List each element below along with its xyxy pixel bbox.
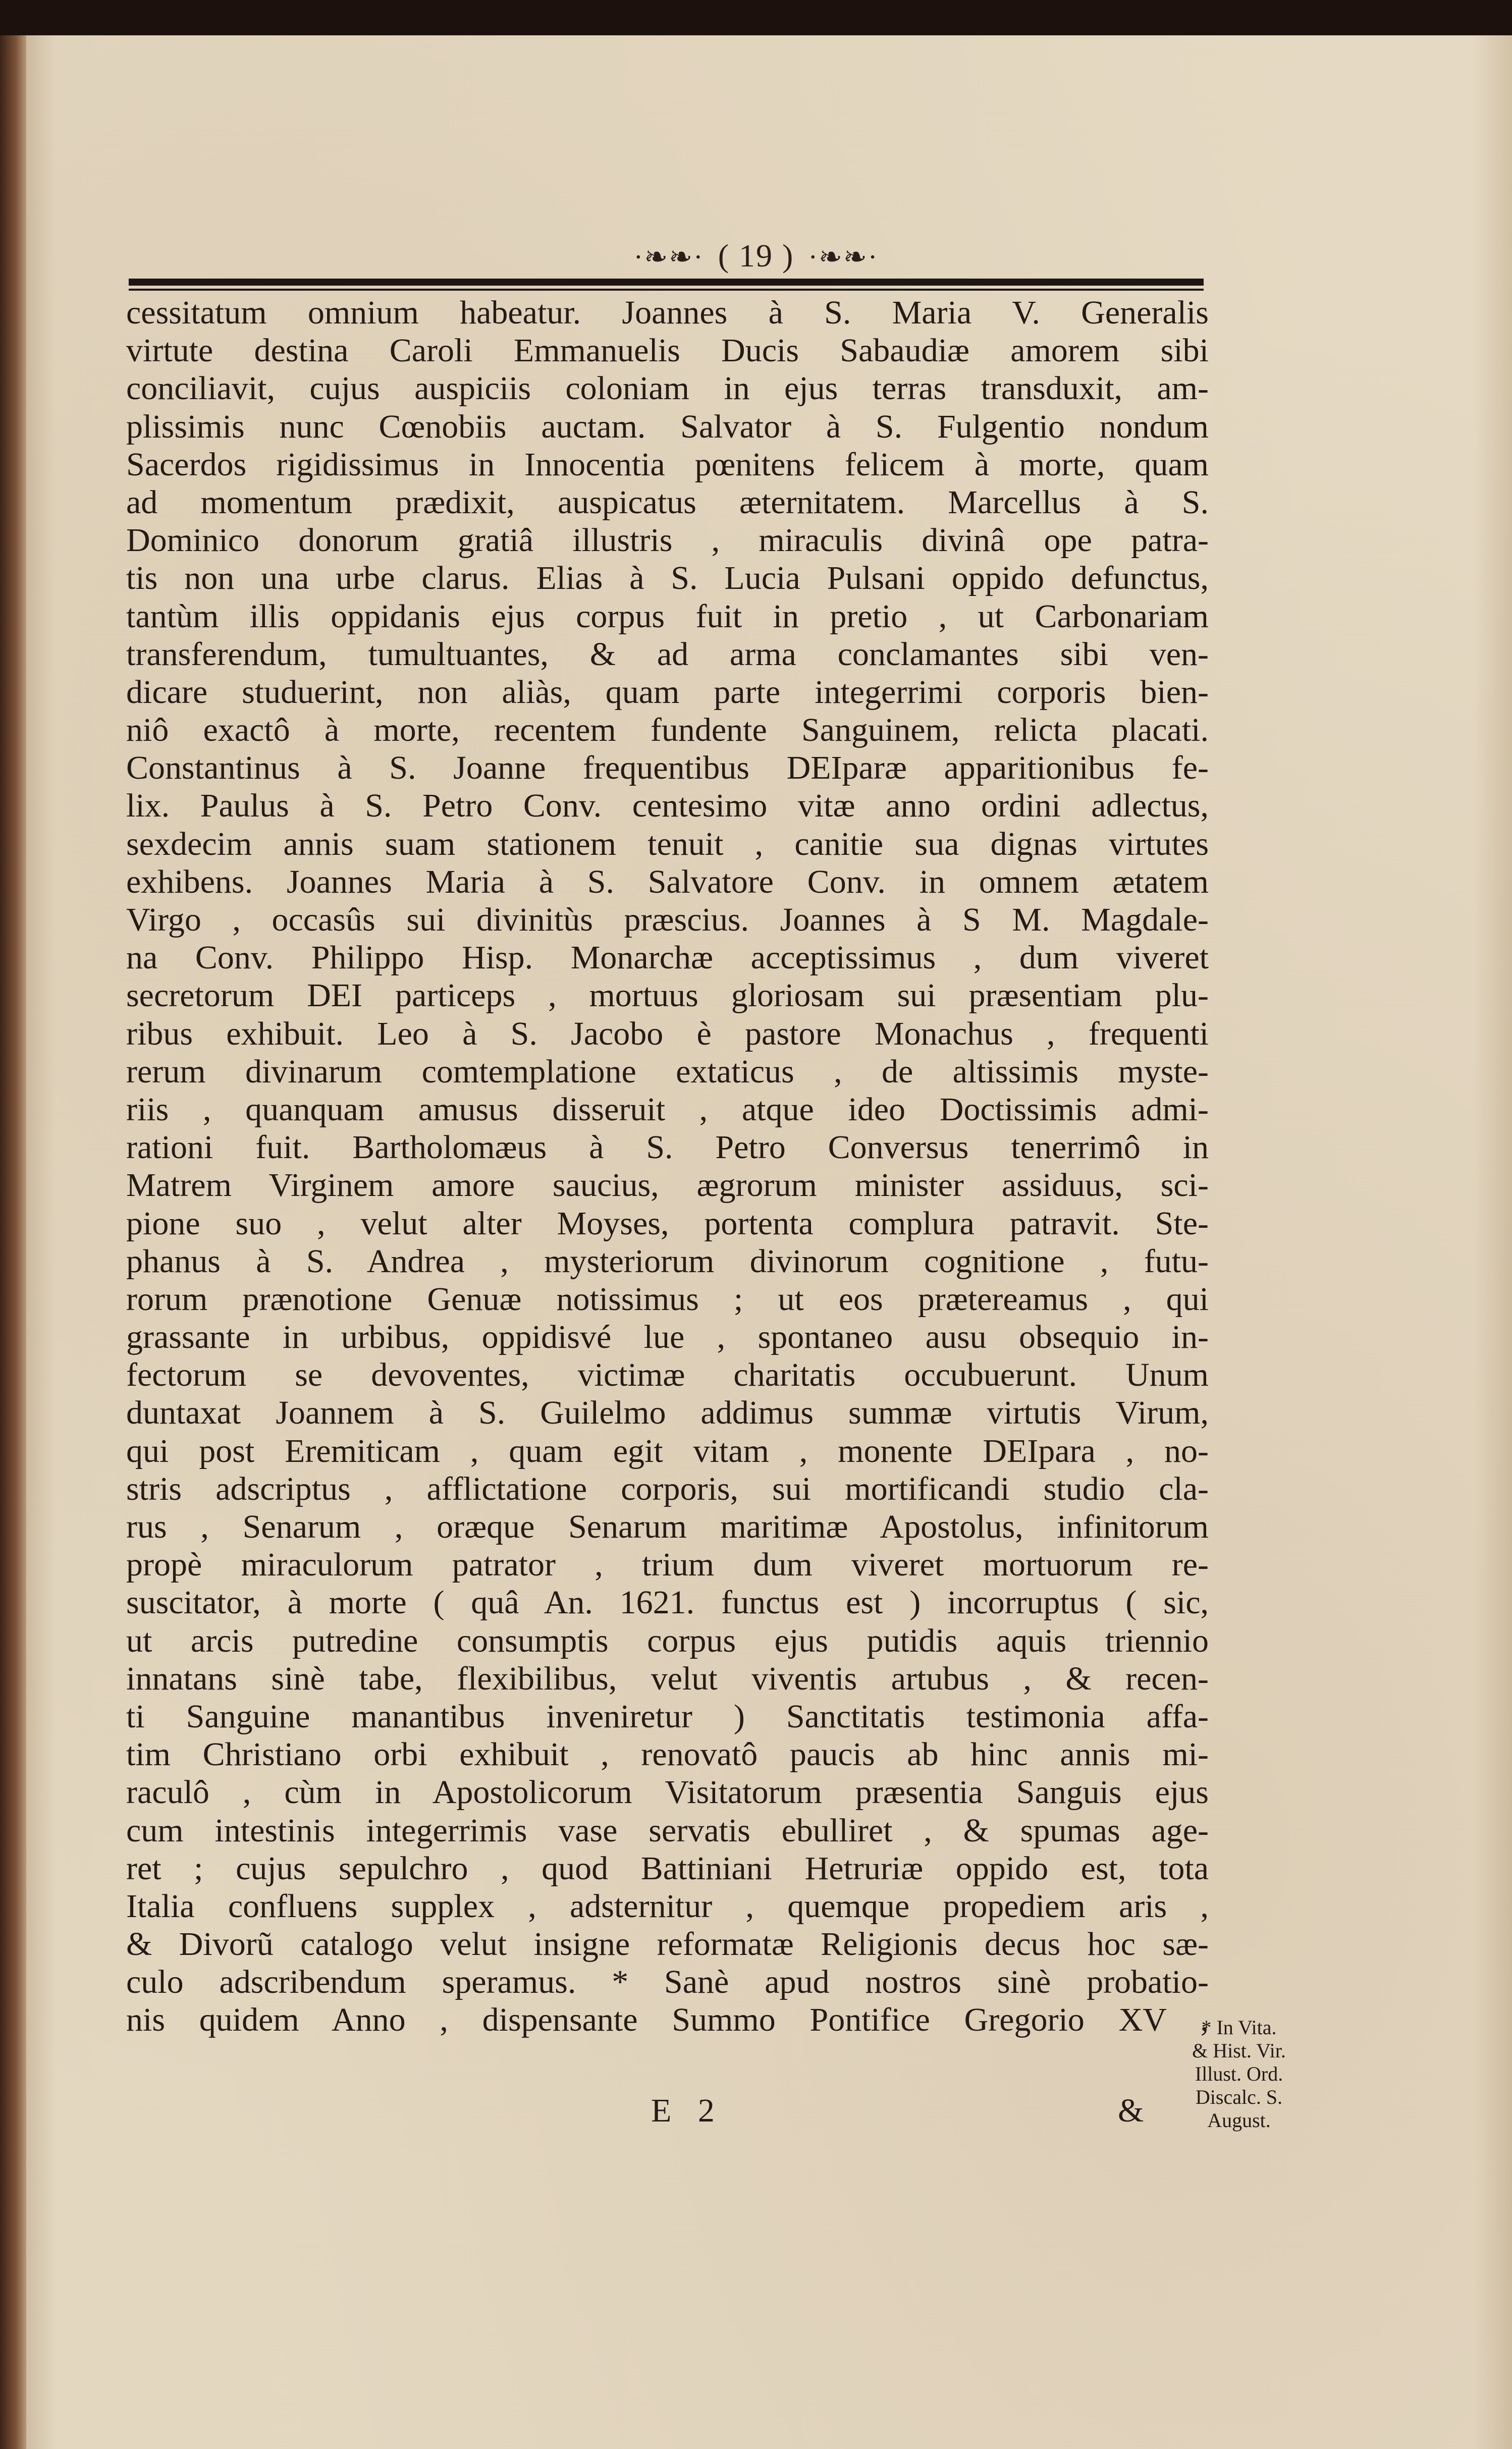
text-line: propè miraculorum patrator , trium dum viveret mortuorum re- <box>126 1546 1209 1584</box>
text-line: Constantinus à S. Joanne frequentibus DEIparæ apparitionibus fe- <box>126 749 1209 787</box>
header-rule-thin <box>129 289 1204 291</box>
text-line: riis , quanquam amusus disseruit , atque ideo Doctissimis admi- <box>126 1091 1209 1128</box>
text-line: phanus à S. Andrea , mysteriorum divinorum cognitione , futu- <box>126 1242 1209 1280</box>
text-line: stris adscriptus , afflictatione corporis, sui mortificandi studio cla- <box>126 1470 1209 1507</box>
page-gutter-edge <box>0 35 26 2449</box>
text-line: suscitator, à morte ( quâ An. 1621. functus est ) incorruptus ( sic, <box>126 1584 1209 1621</box>
text-line: cum intestinis integerrimis vase servatis ebulliret , & spumas age- <box>126 1812 1209 1849</box>
text-line: Virgo , occasûs sui divinitùs præscius. Joannes à S M. Magdale- <box>126 901 1209 938</box>
text-line: tantùm illis oppidanis ejus corpus fuit in pretio , ut Carbonariam <box>126 597 1209 635</box>
text-line: tim Christiano orbi exhibuit , renovatô paucis ab hinc annis mi- <box>126 1736 1209 1773</box>
text-line: rationi fuit. Bartholomæus à S. Petro Conversus tenerrimô in <box>126 1129 1209 1166</box>
text-line: virtute destina Caroli Emmanuelis Ducis Sabaudiæ amorem sibi <box>126 332 1209 369</box>
text-line: Matrem Virginem amore saucius, ægrorum minister assiduus, sci- <box>126 1167 1209 1204</box>
text-line: Dominico donorum gratiâ illustris , miraculis divinâ ope patra- <box>126 522 1209 559</box>
marginal-note <box>1183 2016 1294 2132</box>
marginal-note-line: & Hist. Vir. <box>1192 2039 1286 2062</box>
signature-mark: E 2 <box>651 2092 724 2129</box>
dark-background-strip <box>0 0 1512 40</box>
text-line: ut arcis putredine consumptis corpus ejus putidis aquis triennio <box>126 1622 1209 1659</box>
text-line: sexdecim annis suam stationem tenuit , canitie sua dignas virtutes <box>126 825 1209 862</box>
text-line: rus , Senarum , oræque Senarum maritimæ Apostolus, infinitorum <box>126 1508 1209 1545</box>
marginal-note-line: * In Vita. <box>1201 2016 1277 2039</box>
page-number: ( 19 ) <box>718 238 794 274</box>
marginal-note-line: August. <box>1207 2109 1271 2132</box>
header-rule <box>129 279 1204 286</box>
marginal-note-line: Illust. Ord. <box>1195 2062 1283 2085</box>
text-line: cessitatum omnium habeatur. Joannes à S. Maria V. Generalis <box>126 294 1209 331</box>
text-line: nis quidem Anno , dispensante Summo Pontifice Gregorio XV , <box>126 2001 1209 2039</box>
text-line: fectorum se devoventes, victimæ charitatis occubuerunt. Unum <box>126 1356 1209 1394</box>
text-line: qui post Eremiticam , quam egit vitam , monente DEIpara , no- <box>126 1432 1209 1470</box>
text-line: ti Sanguine manantibus inveniretur ) Sanctitatis testimonia affa- <box>126 1698 1209 1735</box>
running-header <box>0 237 1512 275</box>
header-ornament-right: ·❧❧· <box>808 242 879 273</box>
text-line: duntaxat Joannem à S. Guilelmo addimus summæ virtutis Virum, <box>126 1394 1209 1432</box>
text-line: rorum prænotione Genuæ notissimus ; ut eos prætereamus , qui <box>126 1280 1209 1318</box>
text-line: ribus exhibuit. Leo à S. Jacobo è pastore Monachus , frequenti <box>126 1015 1209 1052</box>
header-ornament-left: ·❧❧· <box>633 242 704 273</box>
text-line: ret ; cujus sepulchro , quod Battiniani Hetruriæ oppido est, tota <box>126 1849 1209 1887</box>
text-line: na Conv. Philippo Hisp. Monarchæ acceptissimus , dum viveret <box>126 939 1209 976</box>
text-line: Italia confluens supplex , adsternitur , quemque propediem aris , <box>126 1887 1209 1925</box>
text-line: conciliavit, cujus auspiciis coloniam in ejus terras transduxit, am- <box>126 370 1209 407</box>
text-line: lix. Paulus à S. Petro Conv. centesimo vitæ anno ordini adlectus, <box>126 787 1209 825</box>
text-line: pione suo , velut alter Moyses, portenta complura patravit. Ste- <box>126 1205 1209 1242</box>
text-line: ad momentum prædixit, auspicatus æternitatem. Marcellus à S. <box>126 483 1209 521</box>
text-line: & Divorũ catalogo velut insigne reformatæ Religionis decus hoc sæ- <box>126 1926 1209 1963</box>
catchword: & <box>1118 2092 1144 2129</box>
text-line: plissimis nunc Cœnobiis auctam. Salvator à S. Fulgentio nondum <box>126 408 1209 445</box>
text-line: raculô , cùm in Apostolicorum Visitatorum præsentia Sanguis ejus <box>126 1774 1209 1811</box>
text-line: grassante in urbibus, oppidisvé lue , spontaneo ausu obsequio in- <box>126 1319 1209 1356</box>
text-line: innatans sinè tabe, flexibilibus, velut viventis artubus , & recen- <box>126 1660 1209 1697</box>
text-line: secretorum DEI particeps , mortuus gloriosam sui præsentiam plu- <box>126 977 1209 1014</box>
text-line: Sacerdos rigidissimus in Innocentia pœnitens felicem à morte, quam <box>126 446 1209 483</box>
main-text-block <box>126 294 1209 2039</box>
marginal-note-line: Discalc. S. <box>1195 2086 1283 2108</box>
text-line: rerum divinarum comtemplatione extaticus , de altissimis myste- <box>126 1053 1209 1090</box>
text-line: tis non una urbe clarus. Elias à S. Lucia Pulsani oppido defunctus, <box>126 560 1209 597</box>
text-line: niô exactô à morte, recentem fundente Sanguinem, relicta placati. <box>126 712 1209 749</box>
text-line: exhibens. Joannes Maria à S. Salvatore Conv. in omnem ætatem <box>126 863 1209 900</box>
text-line: transferendum, tumultuantes, & ad arma conclamantes sibi ven- <box>126 635 1209 673</box>
text-line: culo adscribendum speramus. * Sanè apud nostros sinè probatio- <box>126 1964 1209 2001</box>
text-line: dicare studuerint, non aliàs, quam parte integerrimi corporis bien- <box>126 673 1209 711</box>
